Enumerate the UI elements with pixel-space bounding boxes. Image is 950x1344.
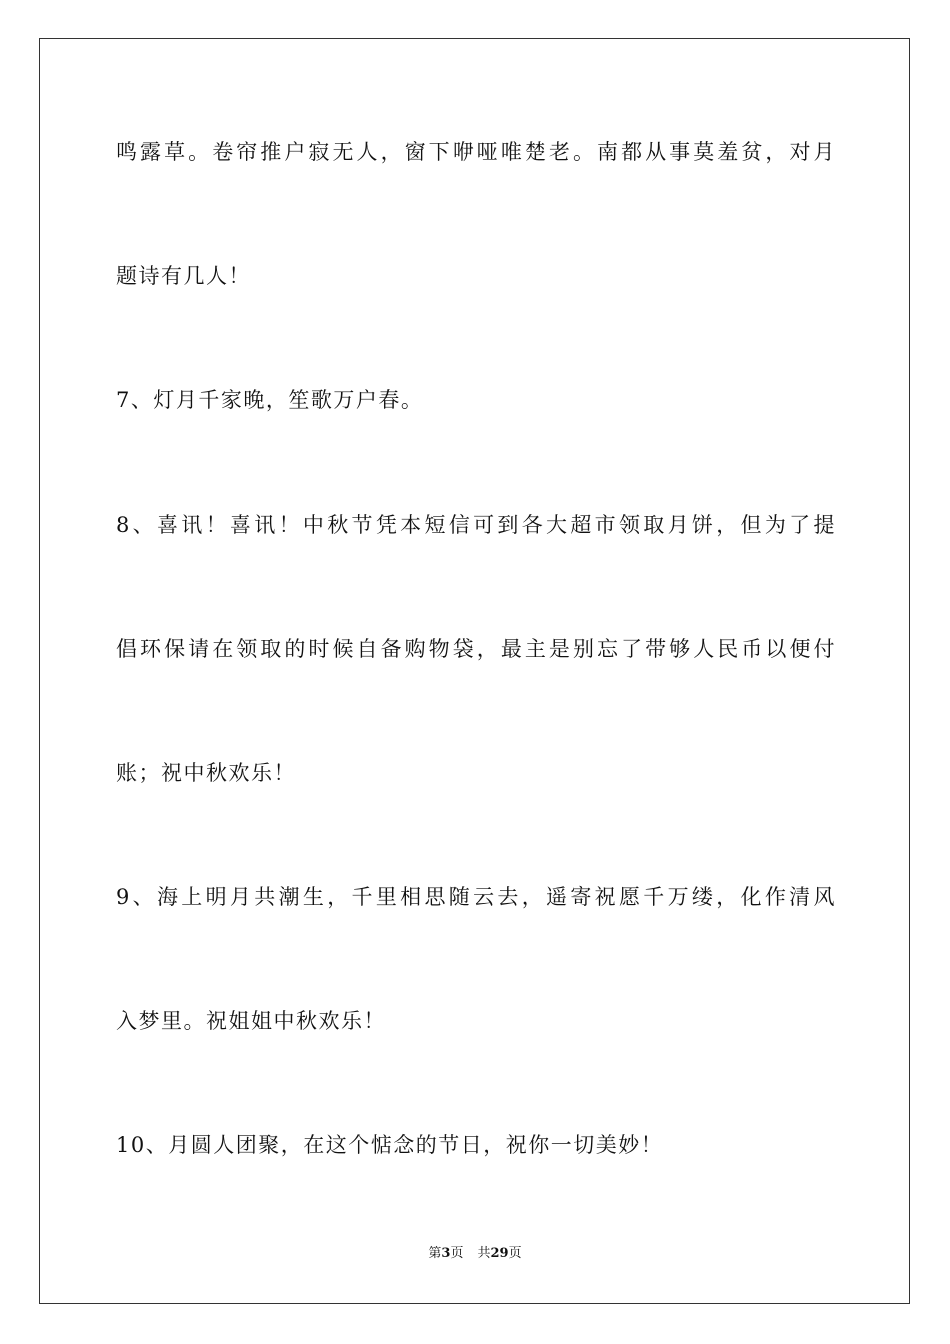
page-footer xyxy=(0,1245,950,1263)
page-frame xyxy=(39,38,910,1304)
text-line: 入梦里。祝姐姐中秋欢乐！ xyxy=(116,1009,386,1033)
total-prefix: 共 xyxy=(477,1246,491,1261)
text-line: 鸣露草。卷帘推户寂无人，窗下咿哑唯楚老。南都从事莫羞贫，对月 xyxy=(116,140,836,164)
list-item-8: 8、喜讯！喜讯！中秋节凭本短信可到各大超市领取月饼，但为了提 xyxy=(116,513,836,537)
list-item-7: 7、灯月千家晚，笙歌万户春。 xyxy=(116,388,424,412)
text-line: 账；祝中秋欢乐！ xyxy=(116,761,296,785)
text-line: 倡环保请在领取的时候自备购物袋，最主是别忘了带够人民币以便付 xyxy=(116,637,836,661)
list-item-10: 10、月圆人团聚，在这个惦念的节日，祝你一切美妙！ xyxy=(116,1133,664,1157)
page-suffix: 页 xyxy=(450,1246,464,1261)
list-item-9: 9、海上明月共潮生，千里相思随云去，遥寄祝愿千万缕，化作清风 xyxy=(116,885,836,909)
total-page-number: 29 xyxy=(490,1246,509,1261)
total-suffix: 页 xyxy=(508,1246,522,1261)
current-page-number: 3 xyxy=(441,1246,451,1261)
text-line: 题诗有几人！ xyxy=(116,264,251,288)
page-prefix: 第 xyxy=(428,1246,442,1261)
